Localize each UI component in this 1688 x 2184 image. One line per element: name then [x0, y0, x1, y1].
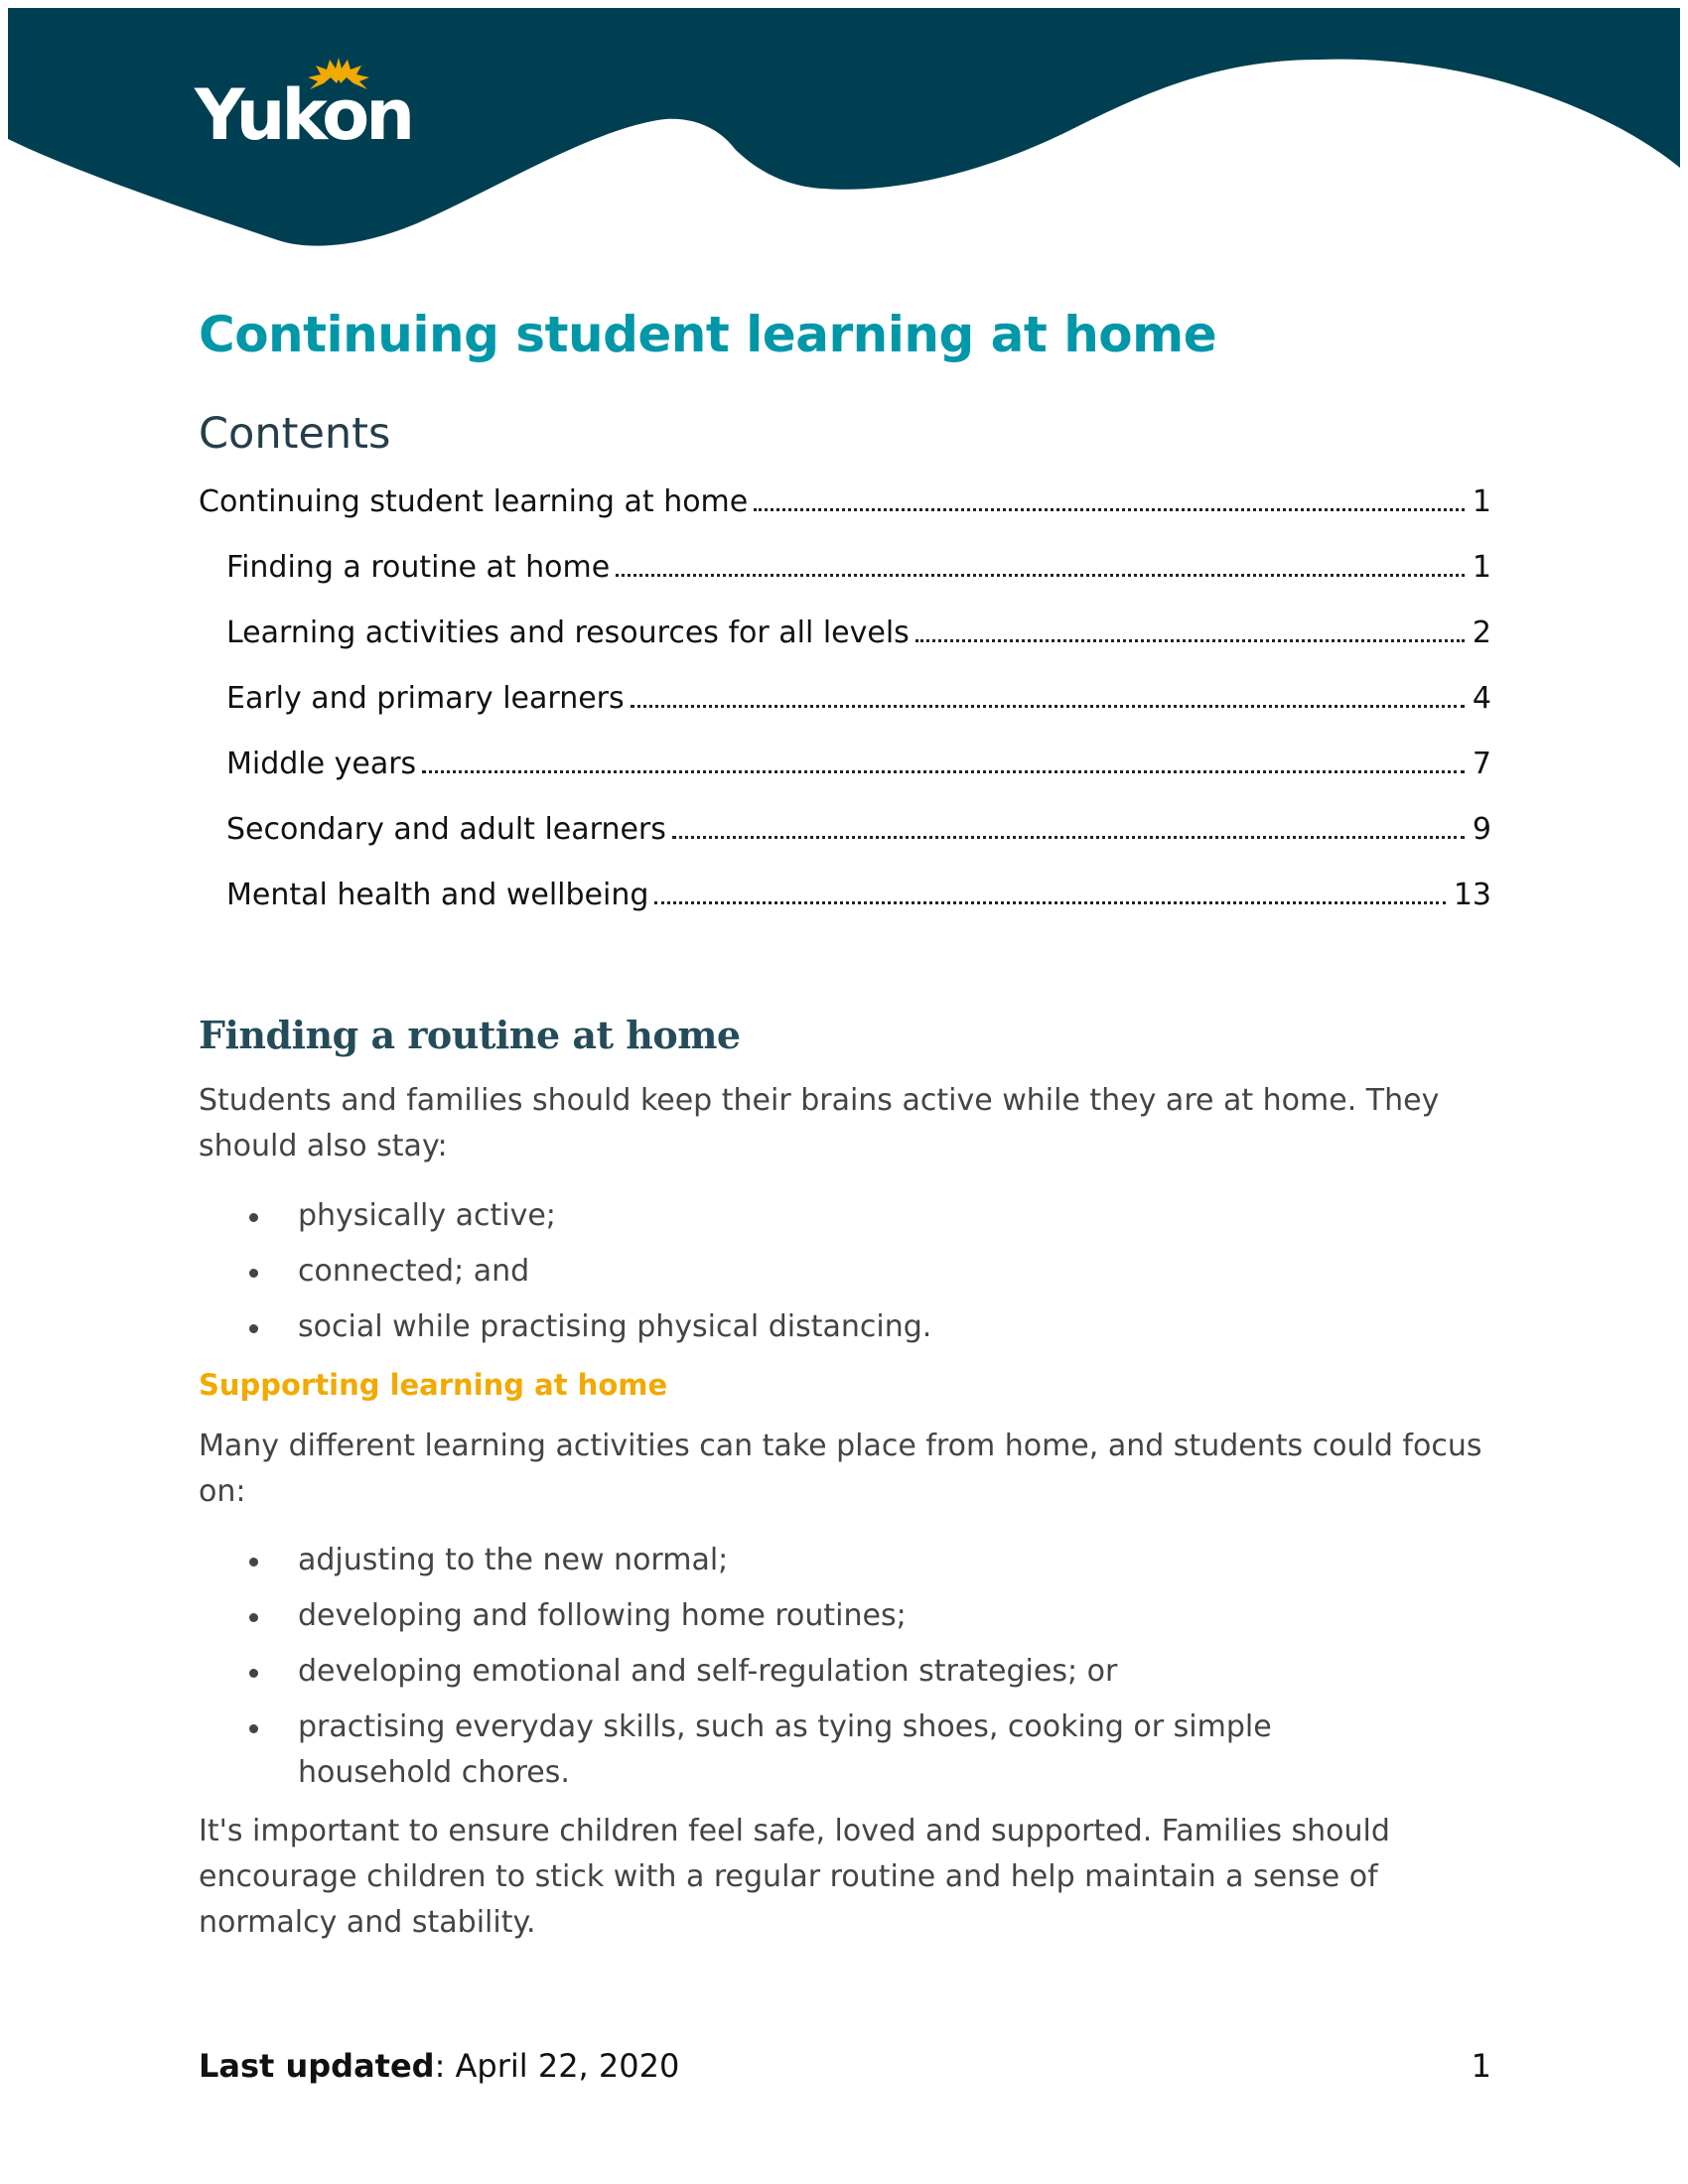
- toc-entry[interactable]: [226, 878, 1491, 917]
- list-item: [199, 1649, 1489, 1695]
- list-item-text: developing emotional and self-regulation strategies; or: [298, 1654, 1118, 1689]
- bullet-icon: [249, 1558, 258, 1567]
- page-footer: [199, 2047, 1491, 2091]
- toc-entry[interactable]: [226, 812, 1491, 852]
- toc-leader-dots: [616, 574, 1465, 577]
- document-title: Continuing student learning at home: [199, 306, 1217, 363]
- bullet-icon: [249, 1669, 258, 1678]
- intro-bullet-list: [199, 1193, 1489, 1360]
- list-item: [199, 1705, 1489, 1796]
- bullet-icon: [249, 1613, 258, 1622]
- toc-entry[interactable]: [226, 550, 1491, 590]
- list-item-text: practising everyday skills, such as tying shoes, cooking or simple household chores.: [298, 1709, 1272, 1790]
- contents-heading: Contents: [199, 409, 391, 459]
- toc-entry-label: Finding a routine at home: [226, 550, 611, 585]
- toc-entry-label: Mental health and wellbeing: [226, 878, 649, 912]
- bullet-icon: [249, 1213, 258, 1222]
- toc-leader-dots: [422, 770, 1465, 773]
- toc-entry-label: Continuing student learning at home: [199, 484, 749, 519]
- toc-leader-dots: [672, 836, 1465, 839]
- page-number: 1: [1471, 2047, 1491, 2085]
- bullet-icon: [249, 1269, 258, 1278]
- list-item: [199, 1304, 1489, 1350]
- last-updated: [199, 2047, 679, 2085]
- toc-leader-dots: [754, 508, 1465, 511]
- support-paragraph: Many different learning activities can take place from home, and students could focus on:: [199, 1429, 1482, 1509]
- list-item-text: connected; and: [298, 1254, 530, 1289]
- list-item-text: adjusting to the new normal;: [298, 1543, 729, 1577]
- toc-leader-dots: [631, 705, 1465, 708]
- list-item-text: developing and following home routines;: [298, 1598, 907, 1633]
- list-item-text: social while practising physical distancing.: [298, 1309, 932, 1344]
- list-item: [199, 1538, 1489, 1583]
- toc-entry-page: 2: [1472, 615, 1491, 650]
- toc-entry-page: 1: [1472, 550, 1491, 585]
- logo-wordmark: Yukon: [195, 74, 412, 156]
- bullet-icon: [249, 1724, 258, 1733]
- toc-leader-dots: [915, 639, 1465, 642]
- list-item: [199, 1249, 1489, 1295]
- toc-entry-page: 1: [1472, 484, 1491, 519]
- toc-entry-page: 9: [1472, 812, 1491, 847]
- list-item-text: physically active;: [298, 1198, 556, 1233]
- last-updated-separator: :: [434, 2047, 456, 2085]
- last-updated-date: April 22, 2020: [455, 2047, 680, 2085]
- toc-entry[interactable]: [226, 747, 1491, 786]
- section-heading: Finding a routine at home: [199, 1013, 741, 1057]
- last-updated-label: Last updated: [199, 2047, 435, 2085]
- support-bullet-list: [199, 1538, 1489, 1806]
- toc-entry-page: 7: [1472, 747, 1491, 781]
- toc-entry-label: Middle years: [226, 747, 417, 781]
- toc-entry-label: Learning activities and resources for all levels: [226, 615, 910, 650]
- toc-entry[interactable]: [199, 484, 1491, 524]
- yukon-logo: [195, 58, 423, 156]
- toc-entry[interactable]: [226, 681, 1491, 721]
- toc-entry[interactable]: [226, 615, 1491, 655]
- closing-paragraph: It's important to ensure children feel safe, loved and supported. Families should encourage children to stick with a regular routine and help maintain a sense of normalcy and stability.: [199, 1814, 1390, 1940]
- toc-entry-label: Secondary and adult learners: [226, 812, 666, 847]
- toc-entry-page: 4: [1472, 681, 1491, 716]
- intro-paragraph: Students and families should keep their brains active while they are at home. They should also stay:: [199, 1083, 1440, 1163]
- toc-leader-dots: [654, 901, 1445, 904]
- toc-entry-label: Early and primary learners: [226, 681, 625, 716]
- bullet-icon: [249, 1324, 258, 1333]
- subheading-supporting-learning: Supporting learning at home: [199, 1368, 668, 1402]
- list-item: [199, 1593, 1489, 1639]
- toc-entry-page: 13: [1453, 878, 1491, 912]
- list-item: [199, 1193, 1489, 1239]
